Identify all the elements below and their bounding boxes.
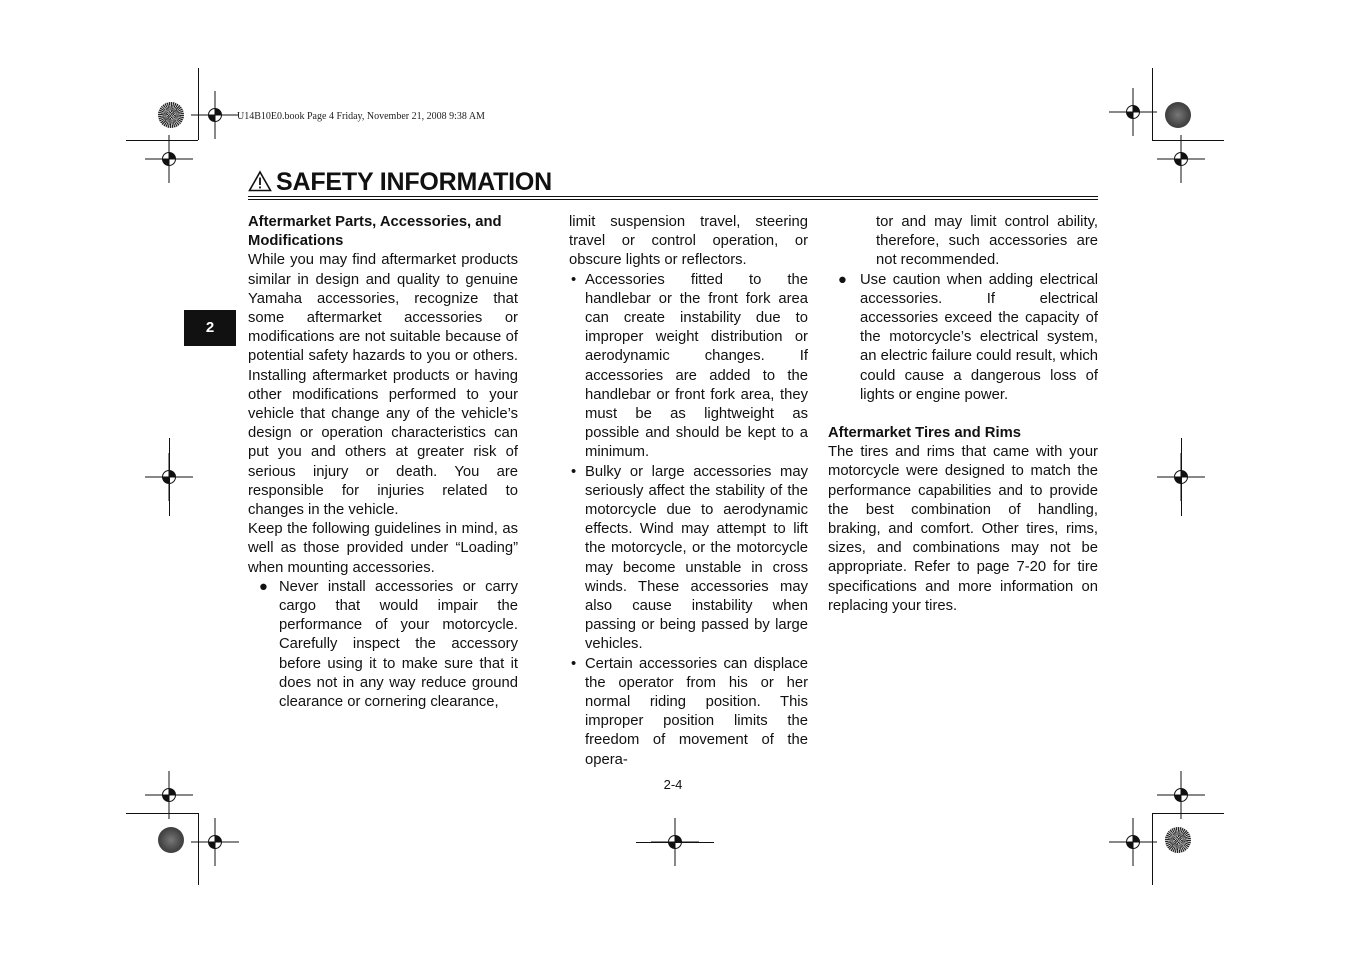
- subbullet-dot: •: [571, 655, 577, 672]
- book-info-line: U14B10E0.book Page 4 Friday, November 21, 2008 9:38 AM: [237, 111, 485, 122]
- warning-triangle-icon: [248, 170, 272, 192]
- crop-mark-line: [198, 68, 199, 140]
- crop-mark-line: [198, 813, 199, 885]
- gray-target-icon: [1165, 102, 1191, 128]
- subbullet-text: Bulky or large accessories may seriously affect the stability of the motorcycle due to aerodynamic effects. Wind may attempt to lift the motorcycle, or the motorcycle may become unstable in cross winds. These accessories may also cause instability when passing or being passed by large vehicles.: [585, 463, 808, 653]
- registration-crosshair-icon: [1157, 135, 1205, 183]
- intro-paragraph: While you may find aftermarket products similar in design and quality to genuine Yamaha accessories, recognize that some aftermarket accessories or modifications are not suitable because of potential safety hazards to you or others. Installing aftermarket products or having other modifications performed to your vehicle that change any of the vehicle’s design or operation characteristics can put you and others at greater risk of serious injury or death. You are responsible for injuries related to changes in the vehicle.: [248, 252, 518, 519]
- page-title-text: SAFETY INFORMATION: [276, 168, 553, 196]
- star-target-icon: [158, 102, 184, 128]
- section-gap: [828, 405, 1098, 424]
- title-rule-bottom: [248, 199, 1098, 200]
- guidelines-paragraph: Keep the following guidelines in mind, as well as those provided under “Loading” when mounting accessories.: [248, 521, 518, 576]
- crop-mark-line: [1152, 813, 1224, 814]
- subbullet-dot: •: [571, 463, 577, 480]
- crop-mark-line: [1181, 438, 1182, 516]
- crop-mark-line: [1152, 68, 1153, 140]
- gray-target-icon: [158, 827, 184, 853]
- bullet-item-cargo: [248, 578, 518, 712]
- bullet-dot: ●: [259, 578, 268, 595]
- column-1: [248, 213, 518, 712]
- registration-crosshair-icon: [1109, 818, 1157, 866]
- subbullet-continuation: tor and may limit control ability, therefore, such accessories are not recommended.: [876, 214, 1098, 269]
- crop-mark-line: [126, 140, 198, 141]
- subbullet-item: [569, 463, 808, 655]
- bullet-continuation: limit suspension travel, steering travel or control operation, or obscure lights or reflectors.: [569, 214, 808, 269]
- chapter-tab: 2: [184, 310, 236, 346]
- bullet-text: Use caution when adding electrical accessories. If electrical accessories exceed the capacity of the motorcycle’s electrical system, an electric failure could result, which could cause a dangerous loss of lights or engine power.: [860, 271, 1098, 403]
- subbullet-dot: •: [571, 271, 577, 288]
- column-3: [828, 213, 1098, 616]
- registration-crosshair-icon: [145, 771, 193, 819]
- title-rule-top: [248, 196, 1098, 197]
- subbullet-item: [569, 655, 808, 770]
- registration-crosshair-icon: [145, 135, 193, 183]
- star-target-icon: [1165, 827, 1191, 853]
- subbullet-text: Accessories fitted to the handlebar or the front fork area can create instability due to improper weight distribution or aerodynamic changes. If accessories are added to the handlebar or front fork area, they must be as lightweight as possible and should be kept to a minimum.: [585, 271, 808, 461]
- bullet-text: Never install accessories or carry cargo that would impair the performance of your motorcycle. Carefully inspect the accessory before using it to make sure that it does not in any way reduce ground clearance or cornering clearance,: [279, 578, 518, 711]
- page-number: 2-4: [663, 777, 683, 792]
- tires-paragraph: The tires and rims that came with your motorcycle were designed to match the performance capabilities and to provide the best combination of handling, braking, and comfort. Other tires, rims, sizes, and combinations may not be appropriate. Refer to page 7-20 for tire specifications and more information on replacing your tires.: [828, 444, 1098, 614]
- heading-line-1: Aftermarket Parts, Accessories, and: [248, 214, 502, 230]
- crop-mark-line: [1152, 813, 1153, 885]
- subbullet-text: Certain accessories can displace the operator from his or her normal riding position. This improper position limits the freedom of movement of the opera-: [585, 655, 808, 768]
- section-heading-tires-rims: Aftermarket Tires and Rims: [828, 425, 1021, 442]
- heading-line-2: Modifications: [248, 233, 344, 250]
- bullet-dot: ●: [838, 271, 847, 288]
- column-2: [569, 213, 808, 770]
- crop-mark-line: [169, 438, 170, 516]
- page-title: [248, 166, 552, 198]
- registration-crosshair-icon: [1109, 88, 1157, 136]
- crop-mark-line: [636, 842, 714, 843]
- crop-mark-line: [1152, 140, 1224, 141]
- section-heading-aftermarket-parts: [248, 213, 518, 251]
- bullet-item-electrical: [828, 271, 1098, 405]
- crop-mark-line: [126, 813, 198, 814]
- subbullet-item: [569, 271, 808, 463]
- registration-crosshair-icon: [1157, 771, 1205, 819]
